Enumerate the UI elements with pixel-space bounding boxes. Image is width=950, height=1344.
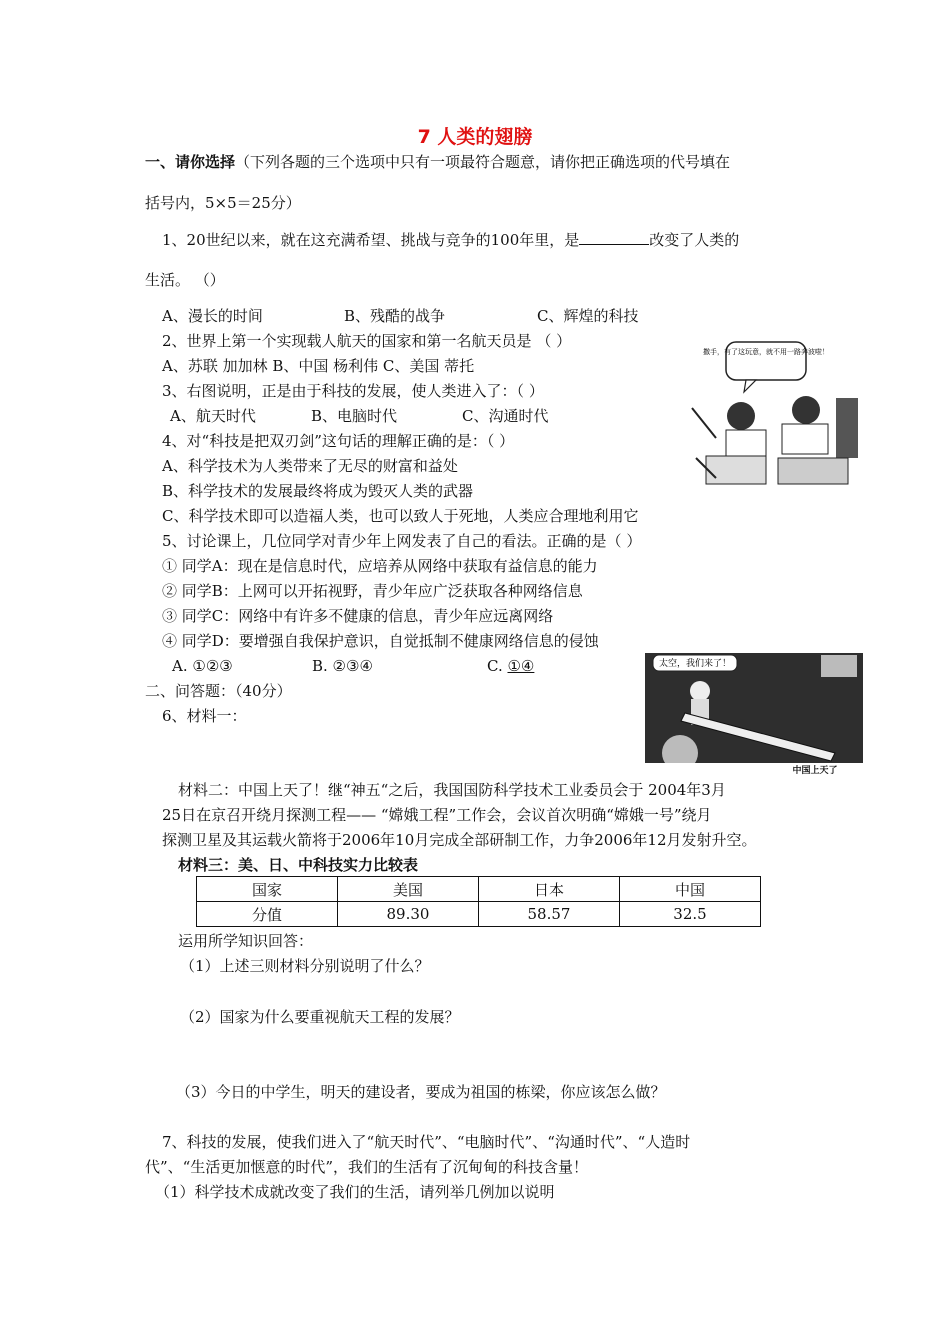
page-title: 7 人类的翅膀	[417, 126, 533, 148]
q7-line2: 代”、“生活更加惬意的时代”，我们的生活有了沉甸甸的科技含量！	[145, 1158, 589, 1176]
q3-option-a: A、航天时代	[170, 407, 256, 425]
cartoon1-bubble-text: 撒手，有了这玩意，就不用一路奔波啦！	[703, 348, 829, 356]
section1-heading: 一、请你选择	[145, 153, 236, 171]
q7-sub1: （1）科学技术成就改变了我们的生活，请列举几例加以说明	[155, 1183, 555, 1201]
q6-material3-title: 材料三：美、日、中科技实力比较表	[178, 856, 419, 874]
q5-option-a: A. ①②③	[172, 657, 233, 675]
q1-stem-a: 1、20世纪以来，就在这充满希望、挑战与竞争的100年里，是	[162, 231, 580, 249]
q5-option-b: B. ②③④	[312, 657, 373, 675]
q1-stem-b: 改变了人类的	[649, 231, 740, 249]
q1-option-a: A、漫长的时间	[162, 307, 263, 325]
q5-stem: 5、讨论课上，几位同学对青少年上网发表了自己的看法。正确的是（ ）	[162, 532, 642, 550]
q5-option-c	[487, 656, 534, 676]
comparison-table	[196, 876, 761, 927]
q1-stem-line2: 生活。 （）	[145, 271, 225, 289]
q6-material2-line3: 探测卫星及其运载火箭将于2006年10月完成全部研制工作，力争2006年12月发射升空。	[162, 831, 757, 849]
table-cell: 中国	[620, 877, 761, 902]
section1-instruction	[145, 152, 730, 172]
q5-option-c-value: ①④	[507, 657, 535, 675]
q1-blank[interactable]	[579, 230, 649, 245]
cartoon2-caption: 中国上天了	[792, 766, 838, 775]
cartoon2-bubble-text: 太空，我们来了！	[658, 659, 732, 669]
cartoon-computer-image	[686, 338, 864, 490]
q3-option-b: B、电脑时代	[311, 407, 398, 425]
q6-material2-line2: 25日在京召开绕月探测工程—— “嫦娥工程”工作会，会议首次明确“嫦娥一号”绕月	[162, 806, 712, 824]
q5-option-c-label: C.	[487, 657, 508, 675]
section2-heading: 二、问答题：（40分）	[145, 682, 292, 700]
table-cell: 国家	[197, 877, 338, 902]
q3-stem: 3、右图说明，正是由于科技的发展，使人类进入了：（ ）	[162, 382, 544, 400]
table-cell: 32.5	[620, 902, 761, 927]
q6-sub1: （1）上述三则材料分别说明了什么？	[180, 957, 430, 975]
q4-option-a: A、科学技术为人类带来了无尽的财富和益处	[162, 457, 458, 475]
q3-option-c: C、沟通时代	[462, 407, 549, 425]
q6-ask: 运用所学知识回答：	[178, 932, 314, 950]
q2-options: A、苏联 加加林 B、中国 杨利伟 C、美国 蒂托	[162, 357, 475, 375]
q6-sub3: （3）今日的中学生，明天的建设者，要成为祖国的栋梁，你应该怎么做？	[176, 1083, 666, 1101]
q1-option-b: B、残酷的战争	[344, 307, 446, 325]
section1-instr-line2: 括号内，5×5＝25分）	[145, 194, 301, 212]
q1-option-c: C、辉煌的科技	[537, 307, 639, 325]
q4-option-c: C、科学技术即可以造福人类，也可以致人于死地，人类应合理地利用它	[162, 507, 639, 525]
table-cell: 58.57	[479, 902, 620, 927]
q5-item-3: ③ 同学C：网络中有许多不健康的信息，青少年应远离网络	[162, 607, 554, 625]
table-cell: 89.30	[338, 902, 479, 927]
q6-sub2: （2）国家为什么要重视航天工程的发展？	[180, 1008, 460, 1026]
q6-material2-line1: 材料二：中国上天了！继“神五“之后，我国国防科学技术工业委员会于 2004年3月	[178, 781, 726, 799]
table-cell: 日本	[479, 877, 620, 902]
q5-item-4: ④ 同学D：要增强自我保护意识，自觉抵制不健康网络信息的侵蚀	[162, 632, 599, 650]
q6-material1: 6、材料一：	[162, 707, 247, 725]
table-cell: 分值	[197, 902, 338, 927]
q5-item-1: ① 同学A：现在是信息时代，应培养从网络中获取有益信息的能力	[162, 557, 598, 575]
q7-line1: 7、科技的发展，使我们进入了“航天时代”、“电脑时代”、“沟通时代”、“人造时	[162, 1133, 691, 1151]
section1-instr-line1: （下列各题的三个选项中只有一项最符合题意，请你把正确选项的代号填在	[235, 153, 731, 171]
table-header-row	[197, 877, 761, 902]
q4-option-b: B、科学技术的发展最终将成为毁灭人类的武器	[162, 482, 474, 500]
table-cell: 美国	[338, 877, 479, 902]
table-row	[197, 902, 761, 927]
cartoon-space-drawing	[645, 653, 863, 775]
q4-stem: 4、对“科技是把双刃剑”这句话的理解正确的是：（ ）	[162, 432, 515, 450]
q1-stem	[162, 230, 739, 250]
q5-item-2: ② 同学B：上网可以开拓视野，青少年应广泛获取各种网络信息	[162, 582, 583, 600]
cartoon-space-image	[645, 653, 863, 775]
q2-stem: 2、世界上第一个实现载人航天的国家和第一名航天员是 （ ）	[162, 332, 572, 350]
cartoon-computer-drawing	[686, 338, 864, 490]
